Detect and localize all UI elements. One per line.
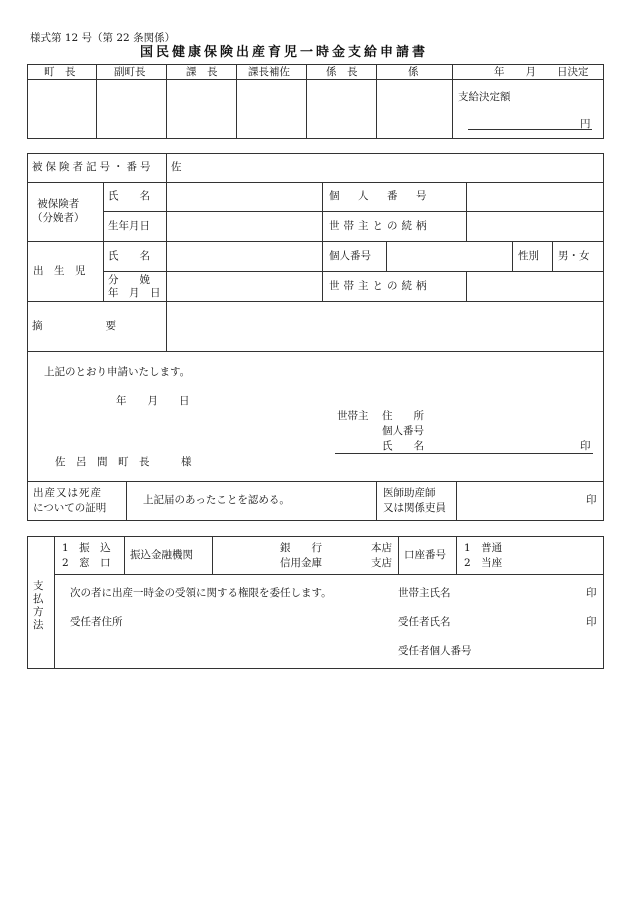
- mayor-addressee: 佐 呂 間 町 長 様: [55, 456, 192, 468]
- cert-doctor-label-1: 医師助産師: [383, 487, 436, 499]
- payment-method-counter[interactable]: 2 窓 口: [62, 557, 111, 569]
- child-section-label: 出 生 児: [33, 265, 86, 277]
- insured-number-value[interactable]: 佐: [171, 161, 182, 173]
- child-relation-label: 世帯主との続柄: [329, 280, 431, 292]
- col-assistant-chief: 課長補佐: [248, 66, 290, 78]
- bank-label: 振込金融機関: [130, 549, 193, 561]
- account-type-current[interactable]: 2 当座: [464, 557, 503, 569]
- insured-birth-label: 生年月日: [108, 220, 150, 232]
- account-type-ordinary[interactable]: 1 普通: [464, 542, 503, 554]
- head-seal: 印: [580, 440, 591, 452]
- branch-sub: 支店: [371, 557, 392, 569]
- cert-statement: 上記届のあったことを認める。: [143, 494, 290, 506]
- decision-date: 年 月 日決定: [494, 66, 589, 78]
- child-personal-no-label: 個人番号: [329, 250, 371, 262]
- cert-label-2: についての証明: [33, 502, 107, 514]
- col-mayor: 町 長: [44, 66, 76, 78]
- child-delivery-label-1: 分 娩: [108, 274, 150, 286]
- bank-type-bank: 銀 行: [280, 542, 322, 554]
- payment-table: [27, 536, 604, 669]
- head-personal-no-label: 個人番号: [382, 425, 424, 437]
- application-statement: 上記のとおり申請いたします。: [44, 366, 191, 378]
- insured-personal-no-label: 個 人 番 号: [329, 190, 431, 202]
- insured-relation-label: 世帯主との続柄: [329, 220, 431, 232]
- child-sex-label: 性別: [518, 250, 539, 262]
- insured-section-label: 被保険者 （分娩者）: [32, 198, 85, 224]
- summary-label: 摘 要: [32, 320, 116, 332]
- application-date: 年 月 日: [116, 395, 190, 407]
- form-title: 国民健康保険出産育児一時金支給申請書: [140, 45, 429, 60]
- account-label: 口座番号: [404, 549, 446, 561]
- yen-label: 円: [580, 118, 591, 130]
- payment-method-transfer[interactable]: 1 振 込: [62, 542, 111, 554]
- insured-number-label: 被保険者記号・番号: [32, 161, 154, 173]
- payment-seal-1: 印: [586, 587, 597, 599]
- head-name-label: 氏 名: [382, 440, 424, 452]
- payment-section-label: 支払方法: [33, 580, 44, 631]
- col-subsection-chief: 係 長: [326, 66, 358, 78]
- child-name-label: 氏 名: [108, 250, 150, 262]
- child-delivery-label-2: 年 月 日: [108, 287, 161, 299]
- proxy-address-label: 受任者住所: [70, 616, 123, 628]
- proxy-name-label: 受任者氏名: [398, 616, 451, 628]
- cert-seal: 印: [586, 494, 597, 506]
- cert-doctor-label-2: 又は関係吏員: [383, 502, 446, 514]
- amount-label: 支給決定額: [458, 91, 511, 103]
- bank-type-credit: 信用金庫: [280, 557, 322, 569]
- head-name-sign-label: 世帯主氏名: [398, 587, 451, 599]
- cert-label-1: 出産又は死産: [33, 487, 102, 499]
- col-deputy-mayor: 副町長: [114, 66, 146, 78]
- proxy-personal-no-label: 受任者個人番号: [398, 645, 472, 657]
- payment-seal-2: 印: [586, 616, 597, 628]
- head-label: 世帯主: [337, 410, 369, 422]
- child-sex-value[interactable]: 男・女: [558, 250, 590, 262]
- form-number: 様式第 12 号（第 22 条関係）: [30, 32, 176, 44]
- head-address-label: 住 所: [382, 410, 424, 422]
- col-staff: 係: [408, 66, 419, 78]
- branch-head: 本店: [371, 542, 392, 554]
- col-section-chief: 課 長: [186, 66, 218, 78]
- delegation-statement: 次の者に出産一時金の受領に関する権限を委任します。: [70, 587, 332, 599]
- insured-name-label: 氏 名: [108, 190, 150, 202]
